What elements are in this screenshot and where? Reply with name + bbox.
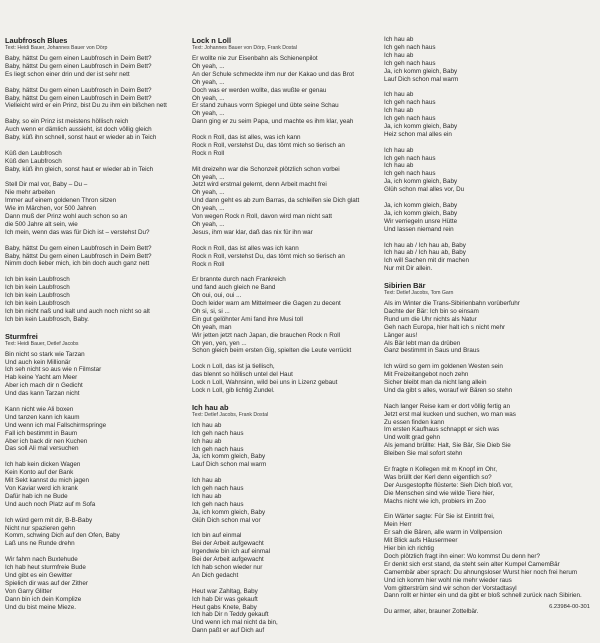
stanza — [192, 166, 374, 237]
lyric-line: Ich hab Dir was gekauft — [192, 595, 258, 603]
stanza — [5, 461, 185, 508]
lyric-line: Es liegt schon einer drin und der ist sehr nett — [5, 70, 130, 78]
lyric-line: Lock n Loll, Wahnsinn, wild bei uns in Lizenz gebaut — [192, 379, 338, 387]
song-block — [5, 36, 185, 324]
lyric-line: Ja, ich komm gleich, Baby — [384, 178, 458, 186]
lyric-line: Ich hau ab / Ich hau ab, Baby — [384, 241, 466, 249]
lyric-line: Ja, ich komm gleich, Baby — [384, 201, 458, 209]
stanza — [192, 245, 374, 269]
stanza — [384, 147, 596, 194]
lyric-line: Lock n Loll, das ist ja tiellisch, — [192, 363, 275, 371]
lyric-line: Rock n Roll, verstehst Du, das törnt mich so tierisch an — [192, 141, 345, 149]
lyric-line: Und gibt es ein Gewitter — [5, 571, 73, 579]
lyric-line: Baby, hättst Du gern einen Laubfrosch in Deim Bett? — [5, 86, 152, 94]
stanza — [5, 245, 185, 269]
lyric-line: Laß uns ne Runde drehn — [5, 540, 75, 548]
lyric-line: Oh yeah, ... — [192, 189, 225, 197]
lyric-line: Die Menschen sind wie wilde Tiere hier, — [384, 489, 495, 497]
lyric-line: Dachte der Bär: Ich bin so einsam — [384, 307, 479, 315]
lyric-line: Wir fahrn nach Buxtehude — [5, 556, 78, 564]
lyric-line: Ein Wärter sagte: Für Sie ist Eintritt frei, — [384, 513, 495, 521]
stanza — [384, 202, 596, 234]
lyric-line: Ja, ich komm gleich, Baby — [192, 508, 266, 516]
lyric-line: Stell Dir mal vor, Baby – Du – — [5, 181, 88, 189]
song-credit: Text: Heidi Bauer, Johannes Bauer von Dörp — [5, 45, 108, 51]
stanza — [5, 517, 185, 549]
lyric-line: Oh yeah, ... — [192, 62, 225, 70]
lyric-line: Aber ich back dir nen Kuchen — [5, 437, 88, 445]
stanza — [192, 588, 374, 635]
lyric-line: Machs nicht wie ich, probiers im Zoo — [384, 497, 486, 505]
lyric-line: Dann bin ich dein Komplize — [5, 595, 82, 603]
catalog-number: 6.23984-00-301 — [549, 604, 590, 610]
stanza — [384, 36, 596, 83]
lyric-line: Kein Konto auf der Bank — [5, 469, 74, 477]
lyric-line: Ich hau ab / Ich hau ab, Baby — [384, 249, 466, 257]
lyric-line: Ein gut gelöhnter Ami fand ihre Musi toll — [192, 315, 303, 323]
lyric-line: Oh yeah, ... — [192, 205, 225, 213]
lyric-line: Und das kann Tarzan nicht — [5, 390, 80, 398]
lyric-line: Ich geh nach haus — [192, 429, 244, 437]
stanza — [192, 134, 374, 158]
lyric-line: Ja, ich komm gleich, Baby — [192, 453, 266, 461]
lyric-line: Baby, hättst Du gern einen Laubfrosch in Deim Bett? — [5, 94, 152, 102]
lyric-line: Glüh schon mal alles vor, Du — [384, 186, 465, 194]
lyric-line: Rock n Roll, verstehst Du, das törnt mich so tierisch an — [192, 252, 345, 260]
lyric-line: Heut gabs Knete, Baby — [192, 603, 257, 611]
lyric-line: Ich hau ab — [384, 51, 414, 59]
lyric-line: Und wollt grad gehn — [384, 434, 441, 442]
lyric-line: Spielich dir was auf der Zither — [5, 579, 88, 587]
lyric-line: Und tanzen kann ich kaum — [5, 413, 80, 421]
lyric-line: Doch leider warn am Mittelmeer die Gagen zu decent — [192, 300, 341, 308]
lyric-line: Lock n Loll, gib lichtig Zundel. — [192, 386, 275, 394]
lyric-line: Wir jetten jetzt nach Japan, die brauchen Rock n Roll — [192, 331, 341, 339]
lyric-line: Und auch noch Platz auf m Sofa — [5, 500, 96, 508]
lyric-line: Und ich komm hier wohl nie mehr wieder raus — [384, 576, 512, 584]
lyric-line: Ich würd so gern im goldenen Westen sein — [384, 363, 503, 371]
lyric-line: Ich geh nach haus — [384, 43, 436, 51]
lyric-line: Ich hau ab — [384, 36, 414, 43]
lyric-line: Und wenn ich mal nicht da bin, — [192, 619, 278, 627]
lyric-line: Ich hab heut sturmfreie Bude — [5, 564, 86, 572]
lyric-line: Fall ich bestimmt in Baum — [5, 429, 78, 437]
lyric-line: Rock n Roll — [192, 149, 225, 157]
lyric-line: Ich hab schon wieder nur — [192, 564, 263, 572]
lyric-line: Dann ging er zu seim Papa, und machte es ihm klar, yeah — [192, 118, 354, 126]
lyric-line: Mein Herr — [384, 521, 412, 529]
lyric-line: Ich will Sachen mit dir machen — [384, 257, 470, 265]
stanza — [192, 55, 374, 126]
lyric-line: Dann muß der Prinz wohl auch schon so an — [5, 213, 128, 221]
lyric-line: Ja, ich komm gleich, Baby — [384, 209, 458, 217]
lyric-line: Von Garry Glitter — [5, 587, 52, 595]
stanza — [5, 150, 185, 174]
stanza — [5, 556, 185, 611]
lyric-line: die 500 Jahre alt sein, wie — [5, 220, 78, 228]
lyric-line: Ich geh nach haus — [192, 500, 244, 508]
lyric-line: Rock n Roll, das ist alles was ich kann — [192, 244, 299, 252]
stanza — [5, 406, 185, 453]
lyric-line: Oh oui, oui, oui ... — [192, 292, 242, 300]
stanza — [192, 477, 374, 524]
lyric-line: Und wenn ich mal Fallschirmspringe — [5, 421, 107, 429]
lyric-line: Hab keine Yacht am Meer — [5, 374, 78, 382]
lyric-line: Er brannte durch nach Frankreich — [192, 276, 286, 284]
lyric-line: Vom gitterstrüm sind wir schon der Vorstadtasyl — [384, 584, 517, 592]
song-credit: Text: Detlef Jacobs, Frank Dostal — [192, 411, 269, 418]
lyric-line: Baby, hättst Du gern einen Laubfrosch in Deim Bett? — [5, 55, 152, 62]
lyric-line: Ja, ich komm gleich, Baby — [384, 122, 458, 130]
lyric-line: Was brüllt der Kerl denn eigentlich so? — [384, 473, 492, 481]
lyric-line: Du armer, alter, brauner Zottelbär. — [384, 608, 479, 616]
lyric-line: Ich hab kein dicken Wagen — [5, 461, 81, 469]
lyric-line: Oh si, si, si ... — [192, 307, 230, 315]
lyric-line: Irgendwie bin ich auf einmal — [192, 548, 271, 556]
lyric-line: Ich hau ab — [192, 437, 222, 445]
lyric-line: Als Bär lebt man da drüben — [384, 339, 461, 347]
lyric-line: Ganz bestimmt in Saus und Braus — [384, 347, 480, 355]
song-title: Sibirien Bär — [384, 281, 426, 291]
lyric-line: Zu essen finden kann — [384, 418, 445, 426]
stanza — [5, 55, 185, 79]
lyric-line: Ich geh nach haus — [384, 154, 436, 162]
lyric-line: Ich hau ab — [192, 477, 222, 485]
lyric-line: Ich bin kein Laubfrosch, Baby. — [5, 315, 89, 323]
lyric-line: Von Kaviar werd ich krank — [5, 484, 78, 492]
lyric-line: Aber ich mach dir n Gedicht — [5, 382, 83, 390]
lyric-line: Ich bin kein Laubfrosch — [5, 292, 70, 300]
song-title: Lock n Loll — [192, 36, 232, 45]
lyric-line: Als im Winter die Trans-Sibirienbahn vorüberfuhr — [384, 300, 520, 308]
lyric-line: Nimm doch lieber mich, ich bin doch auch ganz nett — [5, 260, 150, 268]
stanza — [192, 276, 374, 355]
lyric-line: Sicher bleibt man da nicht lang allein — [384, 379, 487, 387]
lyric-line: Oh yeah, ... — [192, 173, 225, 181]
song-credit: Text: Heidi Bauer, Detlef Jacobs — [5, 340, 79, 347]
lyric-line: Und lassen niemand rein — [384, 225, 454, 233]
lyric-line: Bei der Arbeit aufgewacht — [192, 540, 264, 548]
lyric-line: Mit Freizeitangebot noch zehn — [384, 371, 469, 379]
lyric-line: Küß den Laubfrosch — [5, 157, 62, 165]
lyric-line: Ich hau ab — [384, 162, 414, 170]
song-block — [192, 36, 374, 395]
lyric-line: Jetzt wird erstmal gelernt, denn Arbeit macht frei — [192, 181, 327, 189]
stanza — [5, 181, 185, 236]
lyric-line: Geh nach Europa, hier halt ich s nicht mehr — [384, 323, 506, 331]
lyric-line: Mit Sekt kannst du mich jagen — [5, 477, 89, 485]
lyric-line: Ich hau ab — [192, 492, 222, 500]
lyric-line: Als jemand brüllte: Halt, Sie Bär, Sie Dieb Sie — [384, 442, 511, 450]
stanza — [384, 363, 596, 395]
song-block — [384, 281, 596, 616]
lyric-line: Heiz schon mal alles ein — [384, 130, 452, 138]
lyric-line: Ich geh nach haus — [384, 115, 436, 123]
lyric-line: Bei der Arbeit aufgewacht — [192, 556, 264, 564]
lyric-line: Das soll Ali mal versuchen — [5, 445, 79, 453]
lyric-line: Oh yen, yen, yen ... — [192, 339, 247, 347]
lyric-line: Nie mehr arbeiten — [5, 189, 56, 197]
lyric-line: Ich bin kein Laubfrosch — [5, 276, 70, 284]
lyric-line: Baby, hättst Du gern einen Laubfrosch in Deim Bett? — [5, 62, 152, 70]
lyric-line: Küß den Laubfrosch — [5, 149, 62, 157]
lyric-line: Kann nicht wie Ali boxen — [5, 405, 74, 413]
stanza — [192, 532, 374, 579]
lyric-line: Ich hau ab — [384, 146, 414, 154]
lyric-line: Dann rollt er hinter ein und da gibt er bloß schnell zurück nach Sibirien. — [384, 592, 582, 600]
stanza — [5, 118, 185, 142]
lyric-line: Baby, hättst Du gern einen Laubfrosch in Deim Bett? — [5, 244, 152, 252]
lyric-line: Baby, küß ihn schnell, sonst haut er wieder ab in Teich — [5, 134, 157, 142]
lyric-line: Doch was er werden wollte, das wußte er genau — [192, 86, 327, 94]
lyric-line: Glüh Dich schon mal vor — [192, 516, 261, 524]
stanza — [5, 276, 185, 323]
lyric-line: Ich hau ab — [192, 421, 222, 429]
lyric-line: Rund um die Uhr nichts als Natur — [384, 315, 477, 323]
lyric-line: Er denkt sich erst stand, da steht sein alter Kumpel CamemBär — [384, 560, 560, 568]
stanza — [384, 300, 596, 355]
lyric-line: Ich mein, wenn das was für Dich ist – verstehst Du? — [5, 228, 150, 236]
song-block — [192, 403, 374, 635]
song-title: Sturmfrei — [5, 331, 38, 341]
lyric-line: Ich hau ab — [384, 107, 414, 115]
song-credit: Text: Detlef Jacobs, Tom Garn — [384, 290, 454, 297]
lyric-line: Rock n Roll — [192, 260, 225, 268]
stanza — [384, 466, 596, 506]
lyric-line: Hier bin ich richtig — [384, 545, 435, 553]
lyrics-column-1 — [5, 36, 185, 619]
lyric-line: Schon gleich beim ersten Gig, spielten die Leute verrückt — [192, 347, 352, 355]
lyric-line: Ja, ich komm gleich, Baby — [384, 67, 458, 75]
lyric-line: Oh yeah, ... — [192, 110, 225, 118]
lyric-line: Wie im Märchen, vor 500 Jahren — [5, 205, 96, 213]
lyric-line: Ich hab Dir n Teddy gekauft — [192, 611, 269, 619]
lyric-line: Er sah die Bären, alle warm in Vollpension — [384, 529, 502, 537]
lyric-line: Dafür hab ich ne Bude — [5, 492, 68, 500]
lyric-line: Und dann geht es ab zum Barras, da schleifen sie Dich glatt — [192, 197, 360, 205]
lyric-line: Und du bist meine Mieze. — [5, 603, 77, 611]
lyrics-column-2 — [192, 36, 374, 643]
lyric-line: Bin nicht so stark wie Tarzan — [5, 350, 85, 358]
stanza — [192, 422, 374, 469]
lyric-line: Ich bin nicht naß und kalt und auch noch nicht so alt — [5, 307, 150, 315]
lyric-line: Ich hau ab — [384, 91, 414, 99]
lyric-line: und fand auch gleich ne Band — [192, 284, 276, 292]
lyric-line: Lauf Dich schon mal warm — [384, 75, 459, 83]
lyric-line: Ich bin kein Laubfrosch — [5, 300, 70, 307]
stanza — [5, 351, 185, 398]
lyric-line: Der Ausgestopfte flüsterte: Sieh Dich bloß vor, — [384, 481, 513, 489]
lyric-line: Jetzt erst mal kucken und suchen, wo man was — [384, 410, 516, 418]
lyric-line: An der Schule schmeckte ihm nur der Kakao und das Brot — [192, 70, 355, 78]
lyric-line: Komm, schwing Dich auf den Ofen, Baby — [5, 532, 120, 540]
lyric-line: Wir verriegeln unsre Hütte — [384, 217, 458, 225]
lyric-line: Im ersten Kaufhaus schnappt er sich was — [384, 426, 500, 434]
lyric-line: Und da gibt s alles, worauf wir Bären so stehn — [384, 386, 513, 394]
song-credit: Text: Johannes Bauer von Dörp, Frank Dostal — [192, 45, 297, 51]
lyrics-column-3 — [384, 36, 596, 624]
lyric-line: Oh yeah, ... — [192, 78, 225, 86]
lyric-line: Baby, hättst Du gern einen Laubfrosch in Deim Bett? — [5, 252, 152, 260]
lyric-line: Doch plötzlich fragt ihn einer: Wo kommst Du denn her? — [384, 552, 540, 560]
stanza — [384, 403, 596, 458]
lyric-line: Camembär aber sprach: Du ahnungsloser Wurst hier noch frei herum — [384, 568, 578, 576]
lyric-line: Bleiben Sie mal sofort stehn — [384, 450, 463, 458]
lyric-line: Länger aus! — [384, 331, 418, 339]
lyric-line: Von wegen Rock n Roll, davon wird man nicht satt — [192, 213, 333, 221]
lyric-line: Er stand zuhaus vorm Spiegel und übte seine Schau — [192, 102, 339, 110]
lyric-line: Baby, küß ihn gleich, sonst haut er wieder ab in Teich — [5, 165, 154, 173]
lyric-line: Ich seh nicht so aus wie n Filmstar — [5, 366, 102, 374]
lyric-line: Nicht nur spazieren gehn — [5, 524, 76, 532]
stanza — [5, 87, 185, 111]
lyric-line: Mit dreizehn war die Schonzeit plötzlich schon vorbei — [192, 165, 340, 173]
stanza — [192, 363, 374, 395]
lyric-line: Mit Blick aufs Häusermeer — [384, 537, 458, 545]
lyric-line: Ich geh nach haus — [192, 445, 244, 453]
lyric-line: das blennt so höllisch untel del Haut — [192, 371, 293, 379]
song-title: Ich hau ab — [192, 402, 229, 412]
lyric-line: Lauf Dich schon mal warm — [192, 461, 267, 469]
lyric-line: Ich geh nach haus — [384, 170, 436, 178]
stanza — [384, 513, 596, 600]
lyric-line: Ich geh nach haus — [384, 59, 436, 67]
lyric-line: An Dich gedacht — [192, 571, 239, 579]
lyric-line: Oh yeah, man — [192, 323, 232, 331]
lyric-line: Vielleicht wird er ein Prinz, bist Du zu ihm ein bißchen nett — [5, 102, 167, 110]
lyric-line: Nach langer Reise kam er dort völlig fertig an — [384, 402, 510, 410]
lyric-line: Ich geh nach haus — [192, 485, 244, 493]
lyric-line: Jesus, ihm war klar, daß das nix für ihn war — [192, 228, 313, 236]
lyric-line: Ich würd gern mit dir, B-B-Baby — [5, 516, 93, 524]
stanza — [384, 242, 596, 274]
lyric-line: Heut war Zahltag, Baby — [192, 587, 258, 595]
song-block — [384, 36, 596, 273]
lyric-line: Oh yeah, ... — [192, 221, 225, 228]
stanza — [384, 91, 596, 138]
lyric-line: Ich geh nach haus — [384, 99, 436, 107]
lyric-line: Oh yeah, ... — [192, 94, 225, 102]
lyric-line: Immer auf einem goldenen Thron sitzen — [5, 197, 117, 205]
lyric-line: Ich bin auf einmal — [192, 532, 242, 540]
song-block — [5, 332, 185, 612]
lyric-line: Und auch kein Millionär — [5, 358, 71, 366]
lyric-line: Baby, so ein Prinz ist meistens höllisch reich — [5, 118, 129, 126]
lyric-line: Auch wenn er dämlich aussieht, ist doch völlig gleich — [5, 126, 152, 134]
lyric-line: Ich bin kein Laubfrosch — [5, 284, 70, 292]
lyric-line: Rock n Roll, das ist alles, was ich kann — [192, 134, 301, 142]
lyric-line: Er wollte nie zur Eisenbahn als Schienenpilot — [192, 55, 318, 62]
lyric-line: Dann paßt er auf Dich auf — [192, 627, 265, 635]
song-title: Laubfrosch Blues — [5, 36, 68, 45]
lyric-line: Nur mit Dir allein. — [384, 265, 433, 273]
lyric-line: Er fragte n Kollegen mit m Knopf im Ohr, — [384, 466, 498, 473]
